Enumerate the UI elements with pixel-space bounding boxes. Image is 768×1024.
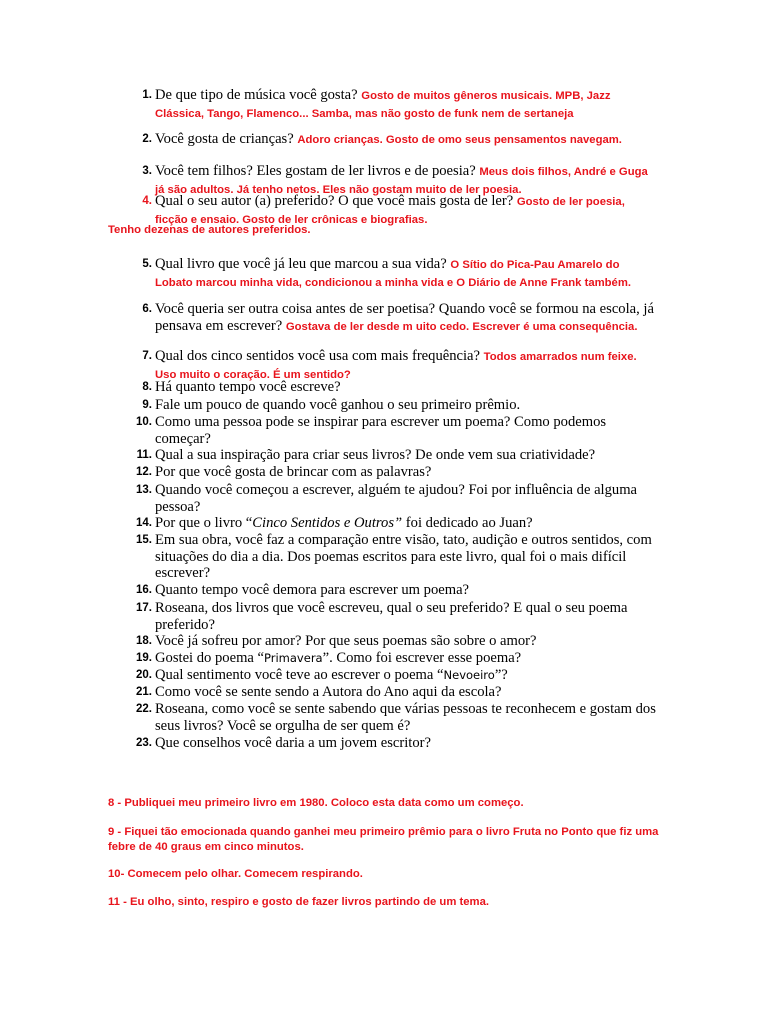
list-item [118,667,658,684]
item-number: 19. [136,652,152,664]
question-text: Como uma pessoa pode se inspirar para escrever um poema? Como podemos começar? [155,414,607,447]
question-text: Roseana, como você se sente sabendo que várias pessoas te reconhecem e gostam dos seus livros? Você se orgulha de ser quem é? [155,701,656,734]
item-number: 12. [136,466,152,478]
question-text: Roseana, dos livros que você escreveu, qual o seu preferido? E qual o seu poema preferido? [155,600,628,633]
question-text: Você tem filhos? Eles gostam de ler livros e de poesia? [155,163,480,179]
list-item [118,414,658,447]
item-number: 22. [136,703,152,715]
item-number: 7. [142,350,152,362]
item-number: 2. [142,133,152,145]
list-item [118,464,658,481]
item-number: 23. [136,737,152,749]
question-text: Fale um pouco de quando você ganhou o seu primeiro prêmio. [155,397,521,413]
question-text: Em sua obra, você faz a comparação entre visão, tato, audição e outros sentidos, com situações do dia a dia. Dos poemas escritos para este livro, qual foi o mais difícil escrever? [155,532,652,582]
item-number: 15. [136,534,152,546]
question-text: Qual dos cinco sentidos você usa com mais frequência? [155,348,484,364]
item-number: 14. [136,517,152,529]
list-item [118,684,658,701]
item-number: 1. [142,89,152,101]
list-item [118,650,658,667]
answer-text: Adoro crianças. Gosto de omo seus pensamentos navegam. [297,134,622,146]
question-text: ”? [494,667,508,683]
list-item [118,348,658,383]
extra-note: Tenho dezenas de autores preferidos. [108,224,311,236]
question-text: Você já sofreu por amor? Por que seus poemas são sobre o amor? [155,633,537,649]
list-item [118,532,658,582]
item-number: 18. [136,635,152,647]
question-text: Por que o livro “ [155,515,253,531]
item-number: 9. [142,399,152,411]
list-item [118,735,658,752]
list-item [118,600,658,633]
list-item [118,582,658,599]
item-number: 17. [136,602,152,614]
list-item [118,447,658,464]
question-text: Qual livro que você já leu que marcou a sua vida? [155,256,451,272]
list-item [118,256,658,291]
answer-paragraph: 8 - Publiquei meu primeiro livro em 1980. Coloco esta data como um começo. [108,797,524,809]
question-text: De que tipo de música você gosta? [155,87,362,103]
answer-paragraph: 10- Comecem pelo olhar. Comecem respirando. [108,868,363,880]
item-number: 6. [142,303,152,315]
question-text: Há quanto tempo você escreve? [155,379,341,395]
question-text: Como você se sente sendo a Autora do Ano aqui da escola? [155,684,502,700]
answer-text: Todos amarrados num feixe. Uso muito o coração. É um sentido? [155,351,637,381]
question-text: Qual a sua inspiração para criar seus livros? De onde vem sua criatividade? [155,447,596,463]
question-text: foi dedicado ao Juan? [402,515,533,531]
question-text: Quanto tempo você demora para escrever um poema? [155,582,470,598]
answer-text: Meus dois filhos, André e Guga já são adultos. Já tenho netos. Eles não gostam muito de ler poesia. [155,166,648,196]
list-item [118,301,658,335]
list-item [118,87,658,122]
poem-title: Primavera [264,651,323,665]
list-item [118,131,658,149]
item-number: 16. [136,584,152,596]
list-item [118,482,658,515]
question-text: Você gosta de crianças? [155,131,298,147]
item-number: 21. [136,686,152,698]
item-number: 3. [142,165,152,177]
list-item [118,397,658,414]
poem-title: Nevoeiro [443,668,495,682]
list-item [118,515,658,532]
list-item [118,701,658,734]
question-text: Por que você gosta de brincar com as palavras? [155,464,432,480]
answer-text: O Sítio do Pica-Pau Amarelo do Lobato marcou minha vida, condicionou a minha vida e O Diário de Anne Frank também. [155,259,632,289]
answer-paragraph: 11 - Eu olho, sinto, respiro e gosto de fazer livros partindo de um tema. [108,896,490,908]
question-text: Qual sentimento você teve ao escrever o poema “ [155,667,444,683]
question-text: Gostei do poema “ [155,650,265,666]
list-item [118,633,658,650]
answer-text: Gosto de muitos gêneros musicais. MPB, Jazz Clássica, Tango, Flamenco... Samba, mas não gosto de funk nem de sertaneja [155,90,611,120]
answer-text: Gostava de ler desde m uito cedo. Escrever é uma consequência. [285,320,638,333]
question-text: Qual o seu autor (a) preferido? O que você mais gosta de ler? [155,193,517,209]
list-item [118,379,658,396]
question-text: Quando você começou a escrever, alguém te ajudou? Foi por influência de alguma pessoa? [155,482,638,515]
item-number: 13. [136,484,152,496]
answer-paragraph: 9 - Fiquei tão emocionada quando ganhei meu primeiro prêmio para o livro Fruta no Ponto que fiz uma febre de 40 graus em cinco minutos. [108,826,659,853]
item-number: 5. [142,258,152,270]
item-number: 8. [142,381,152,393]
book-title: Cinco Sentidos e Outros” [252,515,403,531]
item-number: 11. [136,449,152,461]
question-text: ”. Como foi escrever esse poema? [322,650,522,666]
answer-text: Gosto de ler poesia, ficção e ensaio. Gosto de ler crônicas e biografias. [155,196,625,226]
item-number: 4. [142,195,152,207]
item-number: 20. [136,669,152,681]
question-text: Você queria ser outra coisa antes de ser poetisa? Quando você se formou na escola, já pensava em escrever? [155,301,654,334]
item-number: 10. [136,416,152,428]
question-text: Que conselhos você daria a um jovem escritor? [155,735,431,751]
